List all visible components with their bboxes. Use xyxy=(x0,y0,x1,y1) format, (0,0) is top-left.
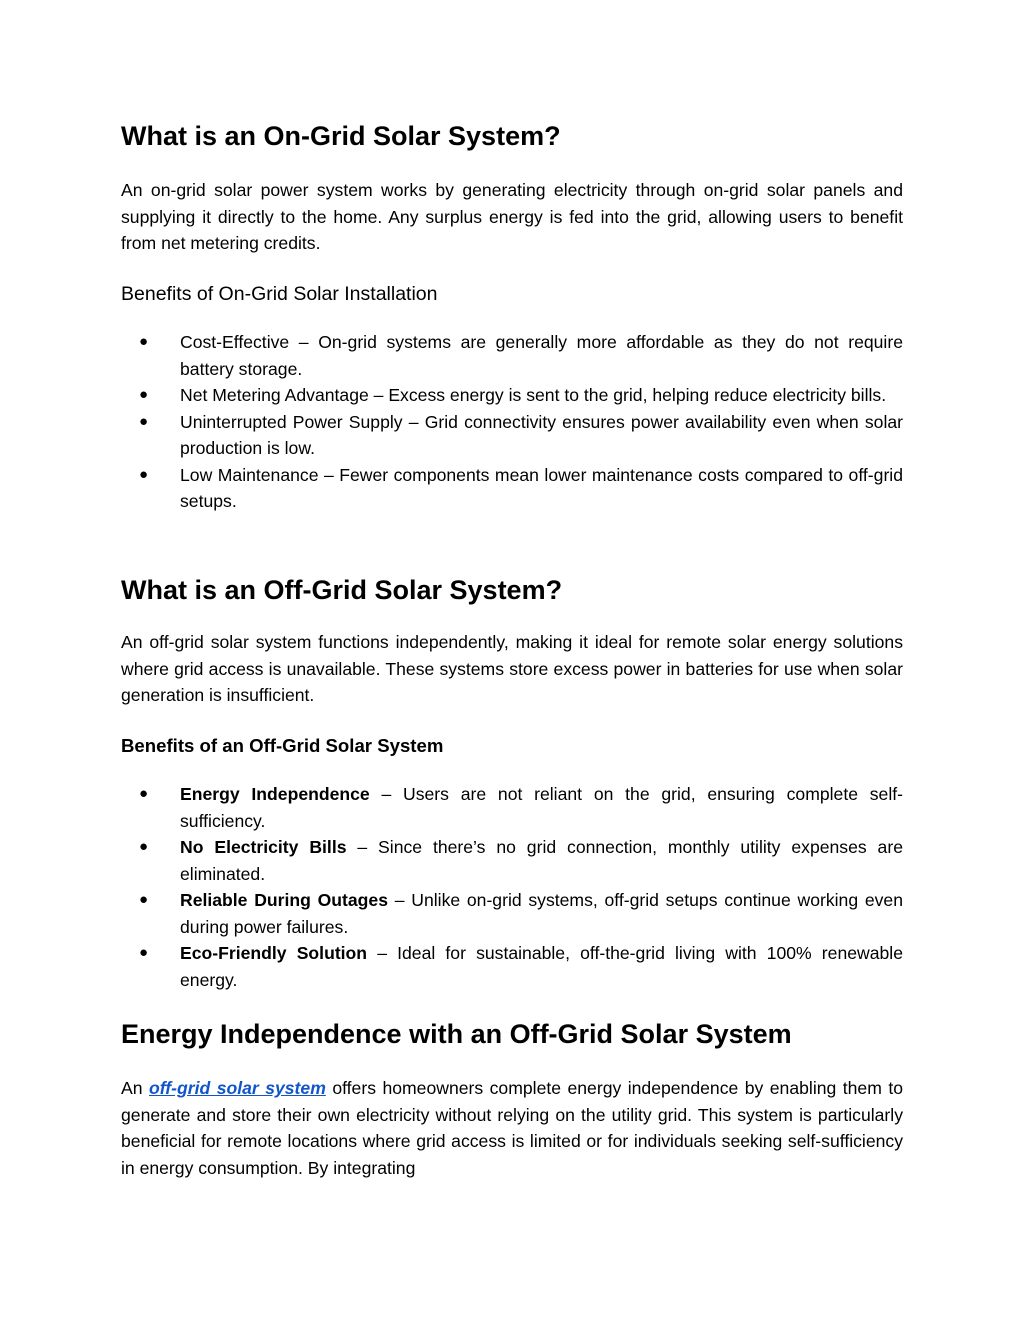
section2-subheading: Benefits of an Off-Grid Solar System xyxy=(121,735,444,756)
bullet-icon: ● xyxy=(139,465,149,483)
section1-benefits-list xyxy=(121,329,903,515)
section1-subheading: Benefits of On-Grid Solar Installation xyxy=(121,283,438,305)
bullet-icon: ● xyxy=(139,333,149,350)
bullet-icon: ● xyxy=(139,386,149,403)
list-item: ● Energy Independence – Users are not reliant on the grid, ensuring complete self-sufficiency. xyxy=(121,781,903,834)
section1-paragraph: An on-grid solar power system works by generating electricity through on-grid solar panels and supplying it directly to the home. Any surplus energy is fed into the grid, allowing users to benefit from net metering credits. xyxy=(121,180,903,253)
section3-heading: Energy Independence with an Off-Grid Solar System xyxy=(121,1019,792,1049)
off-grid-solar-system-link[interactable]: off-grid solar system xyxy=(149,1078,326,1098)
list-item-term: Energy Independence xyxy=(180,784,370,804)
list-item-term: Eco-Friendly Solution xyxy=(180,943,368,963)
bullet-icon: ● xyxy=(139,838,149,855)
bullet-icon: ● xyxy=(139,785,149,802)
section1-heading: What is an On-Grid Solar System? xyxy=(121,121,561,151)
list-item: ● Reliable During Outages – Unlike on-grid systems, off-grid setups continue working even during power failures. xyxy=(121,887,903,940)
list-item-term: No Electricity Bills xyxy=(180,837,347,857)
bullet-icon: ● xyxy=(139,891,149,908)
list-item: ● Low Maintenance – Fewer components mean lower maintenance costs compared to off-grid setups. xyxy=(121,462,903,515)
bullet-icon: ● xyxy=(139,412,149,430)
list-item-term: Reliable During Outages xyxy=(180,890,389,910)
section2-benefits-list xyxy=(121,781,903,993)
list-item: ● Net Metering Advantage – Excess energy is sent to the grid, helping reduce electricity bills. xyxy=(121,382,903,409)
bullet-icon: ● xyxy=(139,944,149,961)
list-item: ● Eco-Friendly Solution – Ideal for sustainable, off-the-grid living with 100% renewable energy. xyxy=(121,940,903,993)
section3-paragraph: An off-grid solar system offers homeowners complete energy independence by enabling them to generate and store their own electricity without relying on the utility grid. This system is particularly beneficial for remote locations where grid access is limited or for individuals seeking self-sufficiency in energy consumption. By integrating xyxy=(121,1078,904,1178)
list-item: ● No Electricity Bills – Since there’s no grid connection, monthly utility expenses are eliminated. xyxy=(121,834,903,887)
section2-heading: What is an Off-Grid Solar System? xyxy=(121,575,563,605)
list-item: ● Cost-Effective – On-grid systems are generally more affordable as they do not require battery storage. xyxy=(121,329,903,382)
section2-paragraph: An off-grid solar system functions independently, making it ideal for remote solar energy solutions where grid access is unavailable. These systems store excess power in batteries for use when solar generation is insufficient. xyxy=(121,632,903,705)
list-item: ● Uninterrupted Power Supply – Grid connectivity ensures power availability even when solar production is low. xyxy=(121,409,903,462)
